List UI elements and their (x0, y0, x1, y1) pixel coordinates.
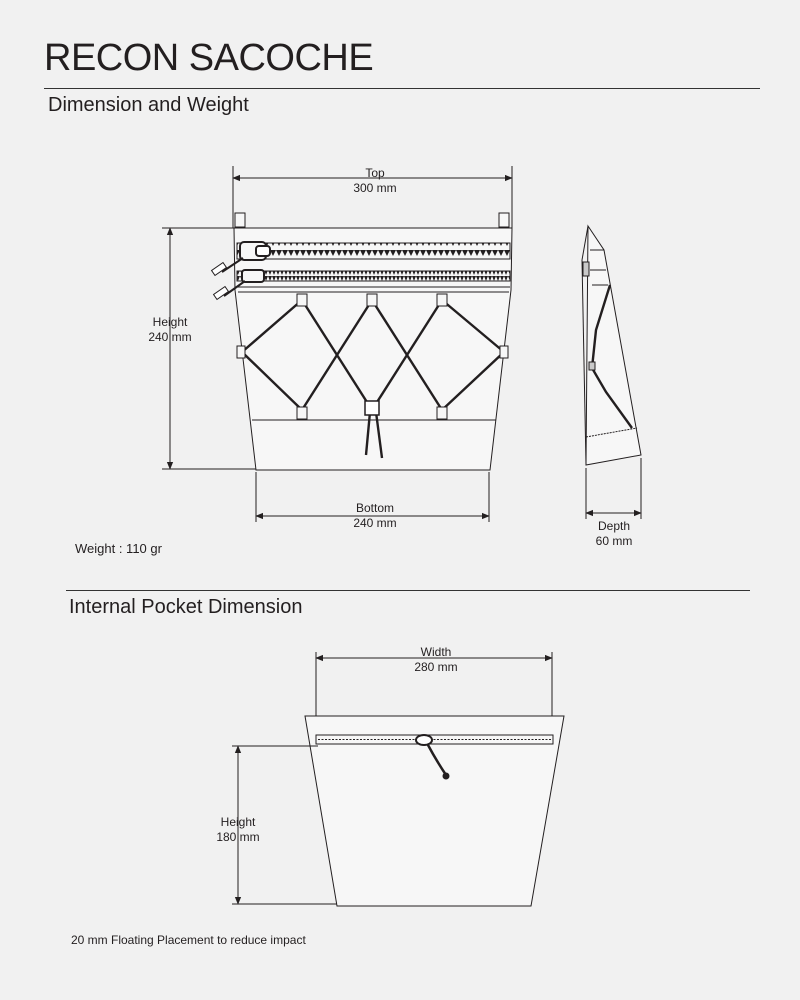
top-value: 300 mm (353, 181, 397, 195)
depth-label: Depth (597, 519, 631, 533)
pocket-width-value: 280 mm (414, 660, 458, 674)
pocket-width-label: Width (420, 645, 452, 659)
front-view (162, 166, 512, 522)
pocket-view (232, 652, 564, 906)
section-title-dimension-weight: Dimension and Weight (48, 94, 249, 116)
depth-value: 60 mm (595, 534, 633, 548)
weight-text: Weight : 110 gr (75, 541, 162, 556)
section-divider (66, 590, 750, 591)
bag-body (234, 228, 512, 470)
section-title-internal-pocket: Internal Pocket Dimension (69, 596, 303, 618)
page-title: RECON SACOCHE (44, 37, 374, 79)
floating-placement-note: 20 mm Floating Placement to reduce impact (71, 933, 306, 947)
bottom-value: 240 mm (353, 516, 397, 530)
pocket-height-label: Height (220, 815, 256, 829)
side-view (582, 226, 641, 519)
top-label: Top (365, 166, 385, 180)
left-strap-loop (235, 213, 245, 227)
bottom-label: Bottom (355, 501, 395, 515)
height-value: 240 mm (148, 330, 192, 344)
right-strap-loop (499, 213, 509, 227)
height-label: Height (152, 315, 188, 329)
pocket-height-value: 180 mm (216, 830, 260, 844)
